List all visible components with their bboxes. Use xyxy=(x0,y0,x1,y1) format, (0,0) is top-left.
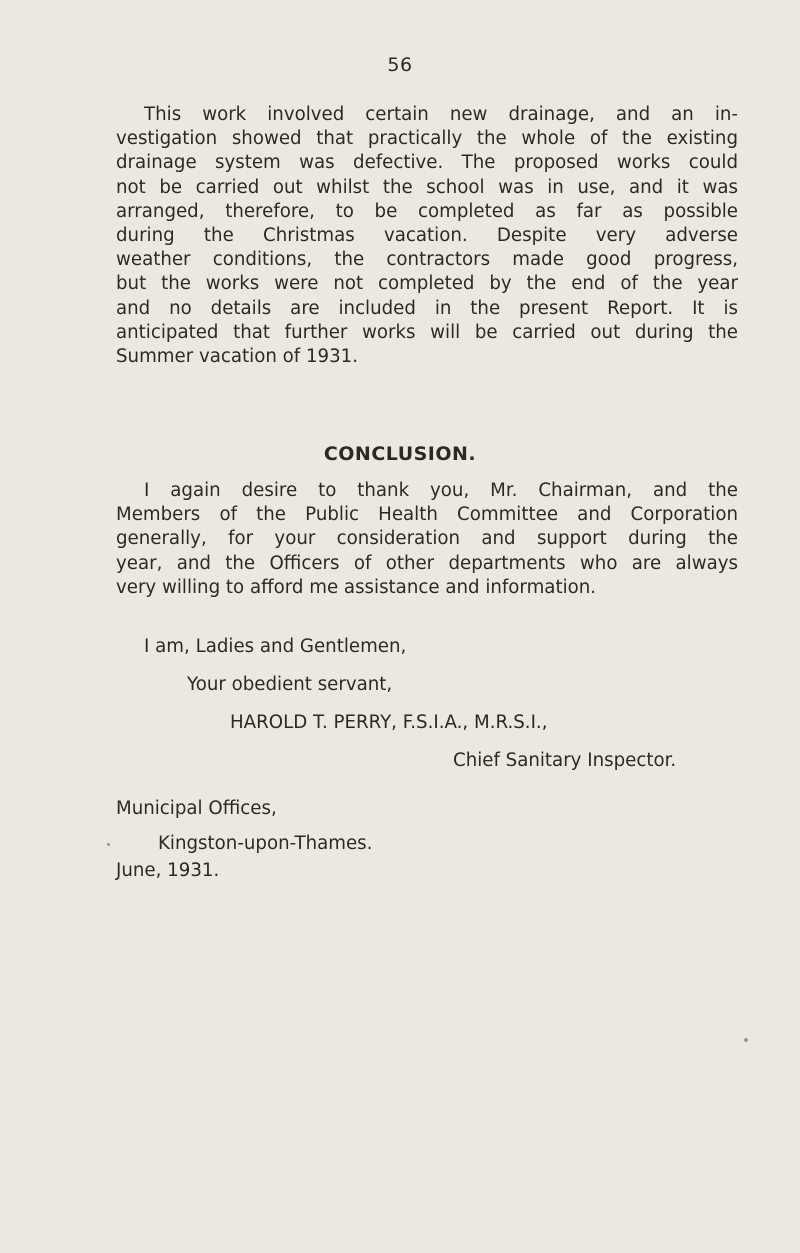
paragraph-line: I again desire to thank you, Mr. Chairman, and the xyxy=(144,480,738,501)
address-line-1: Municipal Offices, xyxy=(116,798,277,819)
paragraph-line: and no details are included in the present Report. It is xyxy=(116,297,738,319)
closing-salutation: I am, Ladies and Gentlemen, xyxy=(144,636,407,657)
signatory-name: HAROLD T. PERRY, F.S.I.A., M.R.S.I., xyxy=(230,712,548,733)
address-line-2: Kingston-upon-Thames. xyxy=(158,833,373,854)
paragraph-line: but the works were not completed by the end of the year xyxy=(116,273,738,295)
paragraph-drainage-works xyxy=(116,103,738,369)
signatory-title: Chief Sanitary Inspector. xyxy=(453,750,677,771)
paragraph-line: generally, for your consideration and support during the xyxy=(116,528,738,550)
paragraph-line: during the Christmas vacation. Despite very adverse xyxy=(116,225,738,247)
paragraph-line: weather conditions, the contractors made good progress, xyxy=(116,249,738,271)
paragraph-line: not be carried out whilst the school was in use, and it was xyxy=(116,176,738,198)
paragraph-line: year, and the Officers of other departments who are always xyxy=(116,552,738,574)
paragraph-line: This work involved certain new drainage, and an in- xyxy=(144,104,738,125)
paper-speck xyxy=(744,1038,748,1042)
paragraph-line: Members of the Public Health Committee and Corporation xyxy=(116,504,738,526)
paragraph-conclusion xyxy=(116,479,738,600)
paragraph-line: arranged, therefore, to be completed as far as possible xyxy=(116,200,738,222)
paragraph-line: anticipated that further works will be carried out during the xyxy=(116,321,738,343)
page-number: 56 xyxy=(387,54,413,76)
paragraph-line: vestigation showed that practically the whole of the existing xyxy=(116,128,738,150)
paragraph-line: very willing to afford me assistance and information. xyxy=(116,576,597,598)
address-date: June, 1931. xyxy=(116,860,220,881)
paragraph-line: drainage system was defective. The proposed works could xyxy=(116,152,738,174)
section-heading-conclusion: CONCLUSION. xyxy=(323,443,477,465)
closing-valediction: Your obedient servant, xyxy=(187,674,393,695)
paragraph-line: Summer vacation of 1931. xyxy=(116,346,359,368)
paper-speck xyxy=(107,843,110,846)
